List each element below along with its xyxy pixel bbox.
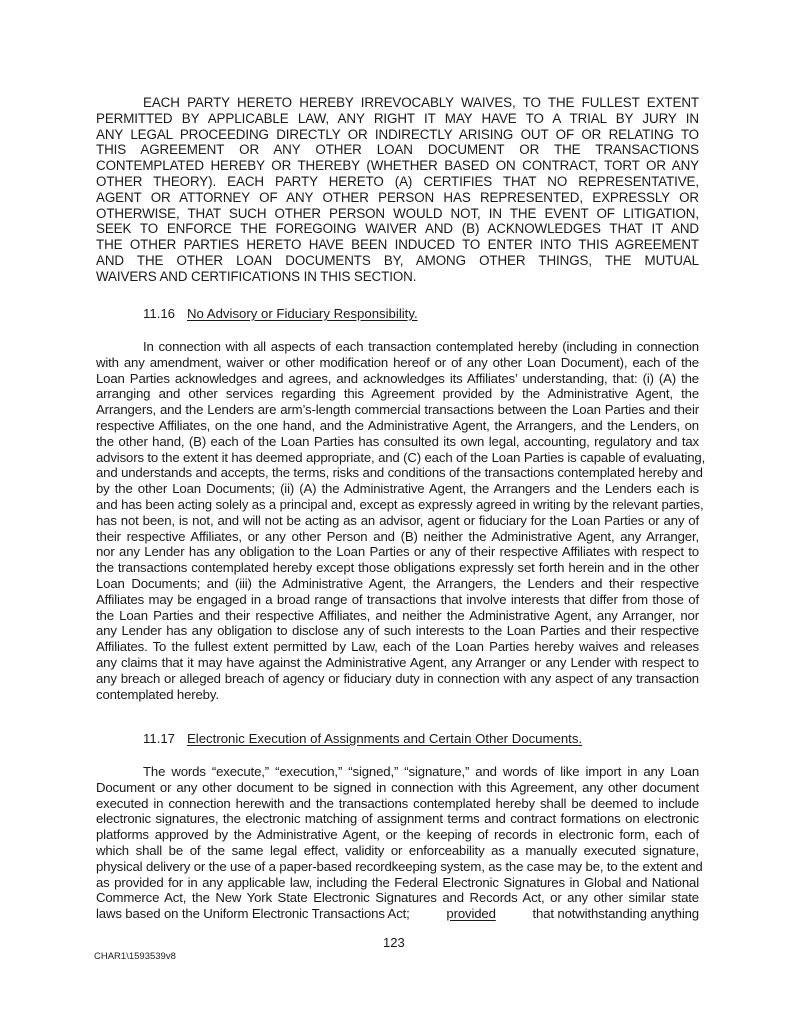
waiver-line: OTHER THEORY). EACH PARTY HERETO (A) CERTIFIES THAT NO REPRESENTATIVE,: [96, 173, 699, 189]
body-line: with any amendment, waiver or other modification hereof or of any other Loan Document), each of the: [96, 354, 699, 370]
body-line: the transactions contemplated hereby except those obligations expressly set forth herein and in the other: [96, 560, 699, 576]
body-line: arranging and other services regarding this Agreement provided by the Administrative Agent, the: [96, 386, 699, 402]
waiver-line: ANY LEGAL PROCEEDING DIRECTLY OR INDIRECTLY ARISING OUT OF OR RELATING TO: [96, 126, 699, 142]
body-line: and understands and accepts, the terms, risks and conditions of the transactions contemplated hereby and: [96, 465, 703, 481]
body-line: physical delivery or the use of a paper-based recordkeeping system, as the case may be, to the extent and: [96, 858, 703, 874]
section-11-17-body: [96, 764, 703, 922]
body-line: Loan Documents; and (iii) the Administrative Agent, the Arrangers, the Lenders and their respective: [96, 575, 699, 591]
body-line: nor any Lender has any obligation to the Loan Parties or any of their respective Affiliates with respect to: [96, 544, 699, 560]
body-line: platforms approved by the Administrative Agent, or the keeping of records in electronic form, each of: [96, 827, 699, 843]
body-line: any Lender has any obligation to disclose any of such interests to the Loan Parties and their respective: [96, 623, 699, 639]
waiver-line: THE OTHER PARTIES HERETO HAVE BEEN INDUCED TO ENTER INTO THIS AGREEMENT: [96, 237, 699, 253]
body-line: electronic signatures, the electronic matching of assignment terms and contract formations on electronic: [96, 811, 699, 827]
body-line: any breach or alleged breach of agency or fiduciary duty in connection with any aspect of any transaction: [96, 670, 699, 686]
section-title: Electronic Execution of Assignments and Certain Other Documents.: [187, 731, 583, 746]
waiver-line: AGENT OR ATTORNEY OF ANY OTHER PERSON HAS REPRESENTED, EXPRESSLY OR: [96, 189, 699, 205]
waiver-line: AND THE OTHER LOAN DOCUMENTS BY, AMONG OTHER THINGS, THE MUTUAL: [96, 252, 699, 268]
body-line: by the other Loan Documents; (ii) (A) the Administrative Agent, the Arrangers and the Lenders each is: [96, 481, 699, 497]
final-line-before: laws based on the Uniform Electronic Transactions Act;: [96, 906, 410, 922]
waiver-line: CONTEMPLATED HEREBY OR THEREBY (WHETHER BASED ON CONTRACT, TORT OR ANY: [96, 158, 699, 174]
body-line: which shall be of the same legal effect, validity or enforceability as a manually executed signature,: [96, 842, 699, 858]
body-line: as provided for in any applicable law, including the Federal Electronic Signatures in Global and National: [96, 874, 699, 890]
waiver-line: PERMITTED BY APPLICABLE LAW, ANY RIGHT IT MAY HAVE TO A TRIAL BY JURY IN: [96, 110, 699, 126]
body-line: Arrangers, and the Lenders are arm’s-length commercial transactions between the Loan Parties and their: [96, 402, 699, 418]
body-line: and has been acting solely as a principal and, except as expressly agreed in writing by the relevant parties,: [96, 496, 704, 512]
waiver-line: EACH PARTY HERETO HEREBY IRREVOCABLY WAIVES, TO THE FULLEST EXTENT: [143, 95, 699, 110]
body-line: has not been, is not, and will not be acting as an advisor, agent or fiduciary for the Loan Parties or any of: [96, 512, 699, 528]
body-line: Affiliates may be engaged in a broad range of transactions that involve interests that differ from those of: [96, 591, 699, 607]
body-line: the other hand, (B) each of the Loan Parties has consulted its own legal, accounting, regulatory and tax: [96, 433, 699, 449]
body-line: the Loan Parties and their respective Affiliates, and neither the Administrative Agent, any Arranger, nor: [96, 607, 699, 623]
body-line: any claims that it may have against the Administrative Agent, any Arranger or any Lender with respect to: [96, 654, 699, 670]
body-line: executed in connection herewith and the transactions contemplated hereby shall be deemed to include: [96, 795, 699, 811]
jury-waiver-paragraph: [96, 95, 699, 285]
body-line: their respective Affiliates, or any other Person and (B) neither the Administrative Agent, any Arranger,: [96, 528, 699, 544]
body-line: Affiliates. To the fullest extent permitted by Law, each of the Loan Parties hereby waives and releases: [96, 639, 699, 655]
body-line: Document or any other document to be signed in connection with this Agreement, any other document: [96, 779, 699, 795]
body-line: The words “execute,” “execution,” “signed,” “signature,” and words of like import in any Loan: [143, 764, 699, 779]
waiver-line: OTHERWISE, THAT SUCH OTHER PERSON WOULD NOT, IN THE EVENT OF LITIGATION,: [96, 205, 699, 221]
section-number: 11.16: [143, 306, 176, 321]
section-heading-11-16: [143, 306, 418, 322]
section-11-16-body: [96, 339, 706, 702]
body-line: contemplated hereby.: [96, 686, 219, 702]
page-number: 123: [383, 935, 405, 950]
body-line: Loan Parties acknowledges and agrees, and acknowledges its Affiliates’ understanding, that: (i) (A) the: [96, 370, 699, 386]
section-heading-11-17: [143, 731, 582, 747]
body-line: In connection with all aspects of each transaction contemplated hereby (including in connection: [143, 339, 699, 354]
waiver-line: SEEK TO ENFORCE THE FOREGOING WAIVER AND (B) ACKNOWLEDGES THAT IT AND: [96, 221, 699, 237]
body-line: respective Affiliates, on the one hand, and the Administrative Agent, the Arrangers, and the Lenders, on: [96, 417, 699, 433]
section-number: 11.17: [143, 731, 176, 746]
body-line: advisors to the extent it has deemed appropriate, and (C) each of the Loan Parties is capable of evaluating,: [96, 449, 706, 465]
body-line: Commerce Act, the New York State Electronic Signatures and Records Act, or any other similar state: [96, 890, 699, 906]
section-title: No Advisory or Fiduciary Responsibility.: [187, 306, 418, 321]
body-line-final: [96, 906, 699, 922]
document-id: CHAR1\1593539v8: [94, 951, 176, 962]
final-line-after: that notwithstanding anything: [532, 906, 699, 922]
waiver-line: WAIVERS AND CERTIFICATIONS IN THIS SECTION.: [96, 268, 417, 284]
provided-term: provided: [446, 906, 496, 922]
waiver-line: THIS AGREEMENT OR ANY OTHER LOAN DOCUMENT OR THE TRANSACTIONS: [96, 142, 699, 158]
